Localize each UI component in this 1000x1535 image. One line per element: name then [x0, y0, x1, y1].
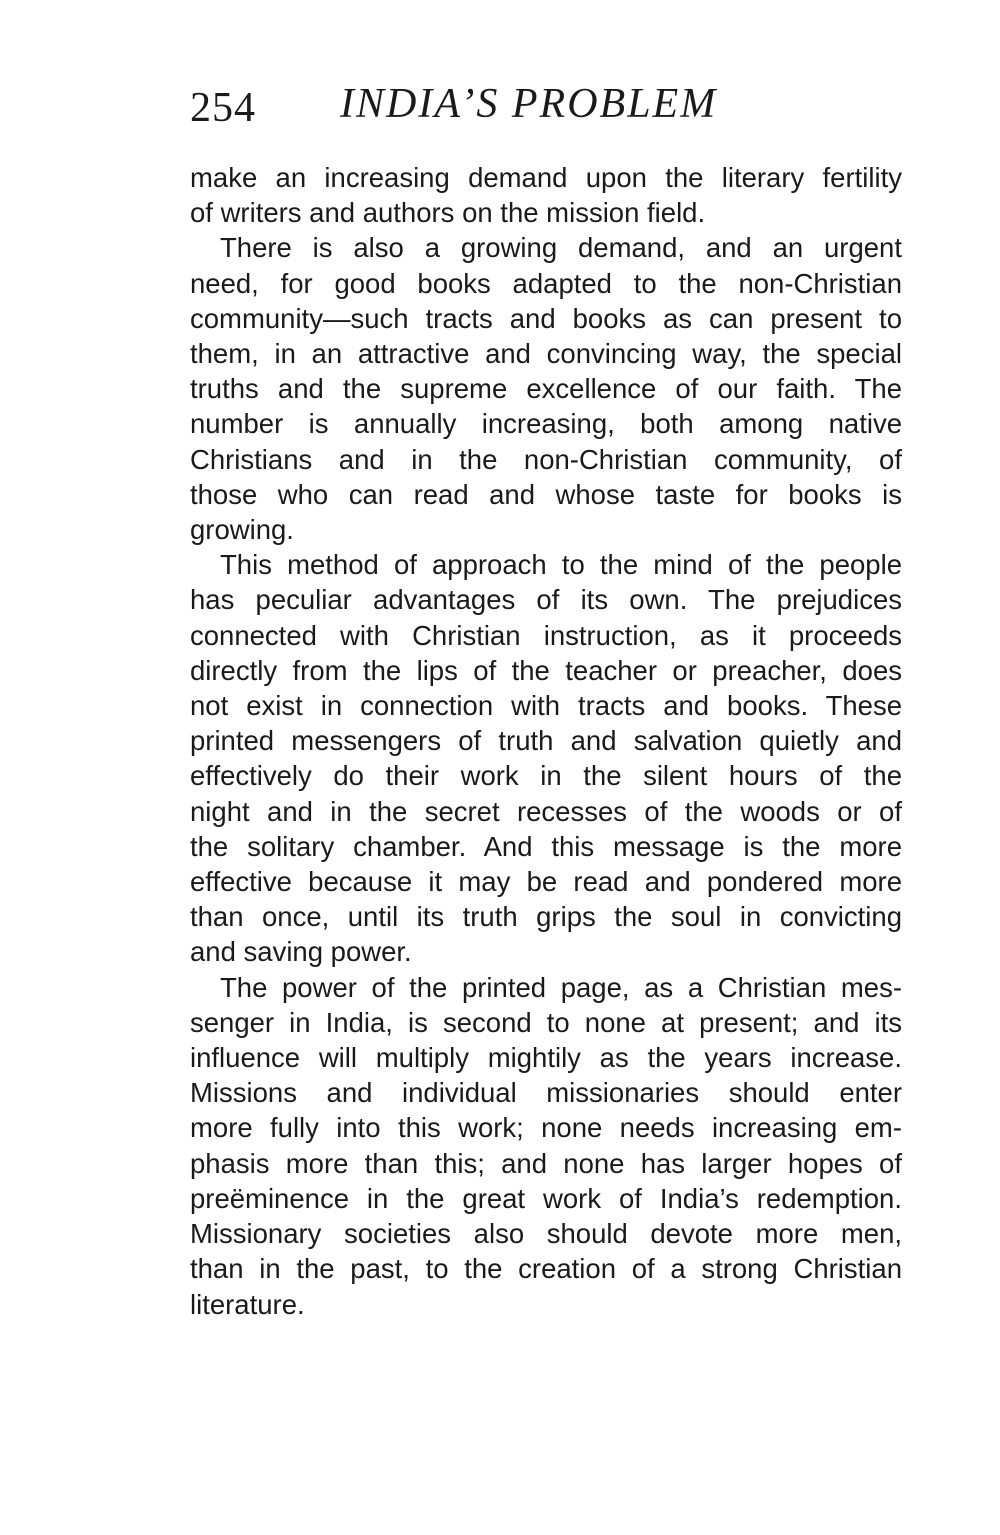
- text-line: Missions and individual missionaries should enter: [190, 1077, 902, 1109]
- text-line: number is annually increasing, both among native: [190, 408, 902, 440]
- text-line: There is also a growing demand, and an urgent: [220, 232, 902, 264]
- text-line: effective because it may be read and pondered more: [190, 866, 902, 898]
- page-number: 254: [190, 85, 256, 131]
- text-line: need, for good books adapted to the non-Christian: [190, 267, 902, 299]
- text-line: than once, until its truth grips the soul in convicting: [190, 901, 902, 933]
- text-line: Christians and in the non-Christian community, of: [190, 443, 902, 475]
- text-line: of writers and authors on the mission field.: [190, 197, 706, 229]
- text-line: printed messengers of truth and salvation quietly and: [190, 725, 902, 757]
- text-line: them, in an attractive and convincing way, the special: [190, 338, 902, 370]
- text-line: This method of approach to the mind of the people: [220, 549, 902, 581]
- text-line: phasis more than this; and none has larger hopes of: [190, 1147, 902, 1179]
- text-line: Missionary societies also should devote more men,: [190, 1218, 902, 1250]
- text-line: directly from the lips of the teacher or preacher, does: [190, 654, 902, 686]
- text-line: more fully into this work; none needs increasing em-: [190, 1112, 902, 1144]
- text-line: not exist in connection with tracts and books. These: [190, 690, 902, 722]
- paragraph-3: [190, 547, 902, 969]
- text-line: the solitary chamber. And this message is the more: [190, 830, 902, 862]
- text-line: truths and the supreme excellence of our faith. The: [190, 373, 902, 405]
- running-head: [190, 78, 910, 138]
- text-line: effectively do their work in the silent hours of the: [190, 760, 902, 792]
- paragraph-1: [190, 160, 902, 230]
- text-line: community—such tracts and books as can present to: [190, 302, 902, 334]
- text-line: than in the past, to the creation of a strong Christian: [190, 1253, 902, 1285]
- text-line: The power of the printed page, as a Christian mes-: [220, 971, 902, 1003]
- text-line: has peculiar advantages of its own. The prejudices: [190, 584, 902, 616]
- text-line: night and in the secret recesses of the woods or of: [190, 795, 902, 827]
- text-line: connected with Christian instruction, as it proceeds: [190, 619, 902, 651]
- text-line: influence will multiply mightily as the years increase.: [190, 1042, 902, 1074]
- text-line: preëminence in the great work of India’s redemption.: [190, 1182, 902, 1214]
- text-line: and saving power.: [190, 936, 412, 968]
- paragraph-4: [190, 970, 902, 1322]
- text-line: make an increasing demand upon the literary fertility: [190, 162, 902, 193]
- body-text: [190, 160, 902, 1322]
- text-line: those who can read and whose taste for books is: [190, 478, 902, 510]
- paragraph-2: [190, 230, 902, 547]
- running-title: INDIA’S PROBLEM: [340, 81, 718, 127]
- text-line: growing.: [190, 514, 294, 546]
- text-line: senger in India, is second to none at present; and its: [190, 1006, 902, 1038]
- text-line: literature.: [190, 1288, 305, 1320]
